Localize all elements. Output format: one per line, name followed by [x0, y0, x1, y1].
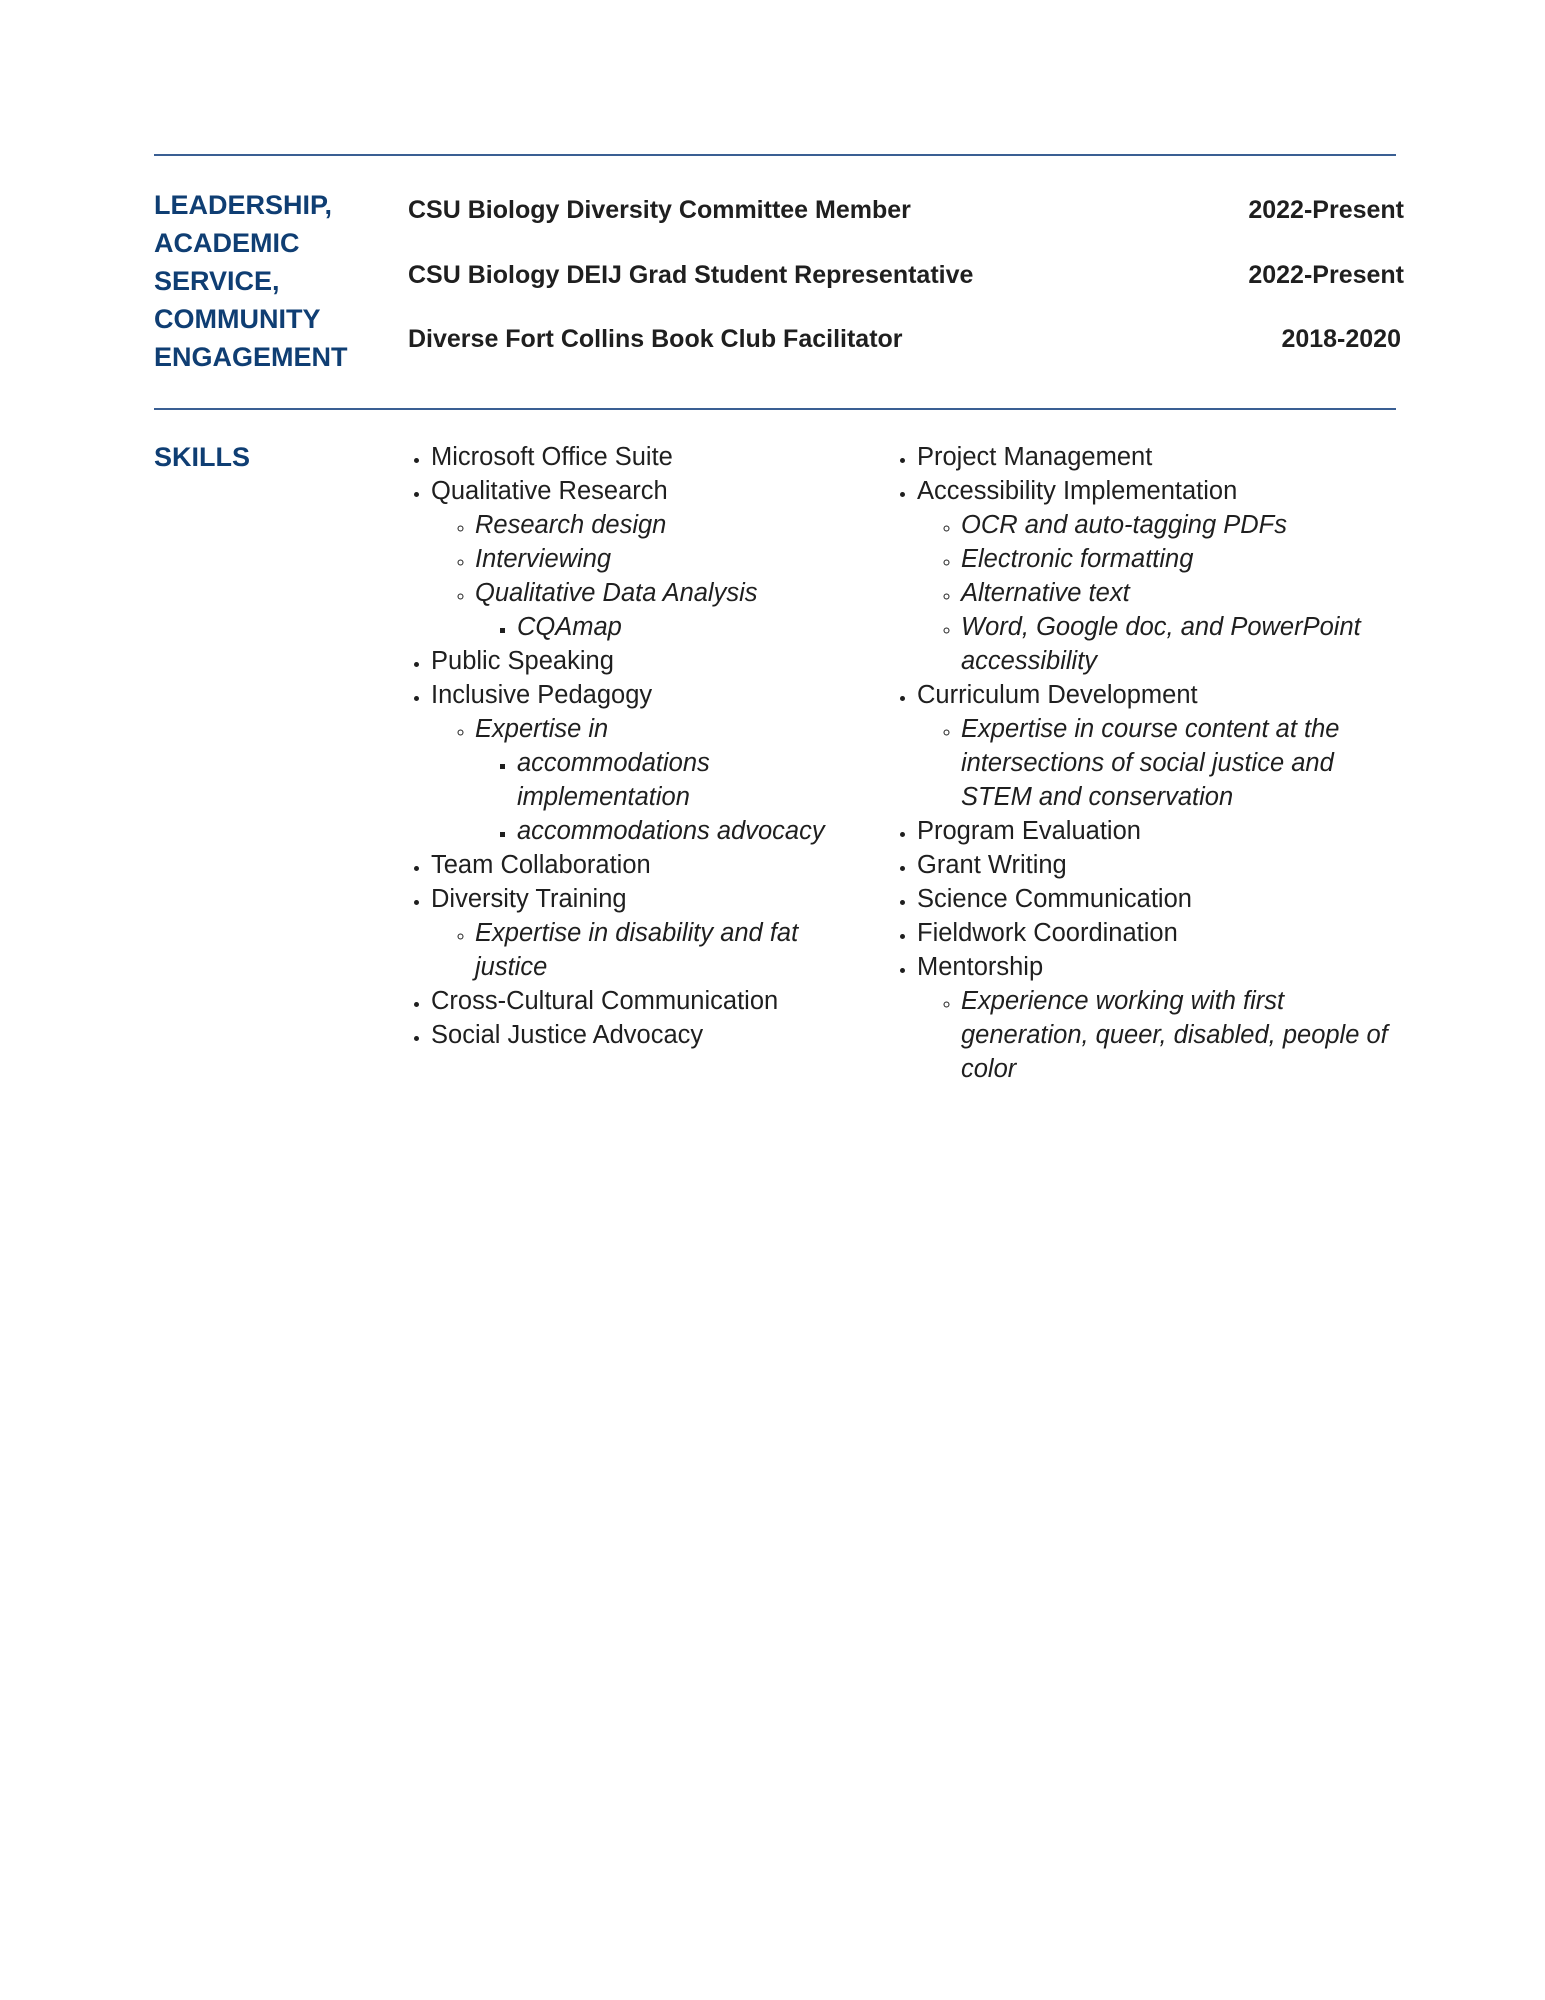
skill-item: • Qualitative Research ◦ Research design ◦ Interviewing ◦ Qualitative Data Analysis ▪ CQAmap — [431, 474, 857, 644]
skill-subitem: ◦ Expertise in ▪ accommodations implementation ▪ accommodations advocacy — [475, 712, 857, 848]
heading-line: ACADEMIC — [154, 228, 300, 258]
leadership-entry-date: 2022-Present — [1248, 196, 1404, 224]
section-divider-skills — [154, 408, 1396, 410]
skill-item: • Mentorship ◦ Experience working with first generation, queer, disabled, people of color — [917, 950, 1403, 1086]
skills-list-left — [407, 440, 857, 1052]
skill-item: • Accessibility Implementation ◦ OCR and auto-tagging PDFs ◦ Electronic formatting ◦ Alternative text ◦ Word, Google doc, and PowerPoint accessibility — [917, 474, 1403, 678]
leadership-entry-date: 2022-Present — [1248, 261, 1404, 289]
leadership-entry-date: 2018-2020 — [1281, 325, 1401, 353]
skill-item: • Project Management — [917, 440, 1403, 474]
skill-subitem: ◦ Expertise in disability and fat justice — [475, 916, 825, 984]
skill-subsubitem: ▪ CQAmap — [517, 610, 857, 644]
skill-subitem: ◦ Interviewing — [475, 542, 857, 576]
skills-section-heading: SKILLS — [154, 442, 251, 472]
section-divider-top — [154, 154, 1396, 156]
skill-subsubitem: ▪ accommodations implementation — [517, 746, 757, 814]
skill-item: • Social Justice Advocacy — [431, 1018, 857, 1052]
skill-item: • Science Communication — [917, 882, 1403, 916]
leadership-entry-title: CSU Biology DEIJ Grad Student Representative — [408, 261, 974, 289]
skill-item: • Public Speaking — [431, 644, 857, 678]
leadership-entry-title: CSU Biology Diversity Committee Member — [408, 196, 911, 224]
heading-line: LEADERSHIP, — [154, 190, 333, 220]
skill-subitem: ◦ Alternative text — [961, 576, 1403, 610]
skill-subitem: ◦ OCR and auto-tagging PDFs — [961, 508, 1403, 542]
skill-item: • Grant Writing — [917, 848, 1403, 882]
heading-line: SERVICE, — [154, 266, 280, 296]
leadership-section-heading — [154, 186, 384, 376]
skill-item: • Cross-Cultural Communication — [431, 984, 857, 1018]
skill-item: • Inclusive Pedagogy ◦ Expertise in ▪ accommodations implementation ▪ accommodations advocacy — [431, 678, 857, 848]
leadership-entry-title: Diverse Fort Collins Book Club Facilitator — [408, 325, 903, 353]
skill-subsubitem: ▪ accommodations advocacy — [517, 814, 757, 848]
skill-item: • Program Evaluation — [917, 814, 1403, 848]
skill-subitem: ◦ Expertise in course content at the intersections of social justice and STEM and conservation — [961, 712, 1381, 814]
skill-subitem: ◦ Word, Google doc, and PowerPoint accessibility — [961, 610, 1403, 678]
skills-list-right — [893, 440, 1403, 1086]
skill-subitem: ◦ Experience working with first generation, queer, disabled, people of color — [961, 984, 1401, 1086]
skill-subitem: ◦ Research design — [475, 508, 857, 542]
heading-line: COMMUNITY — [154, 304, 321, 334]
skill-subitem: ◦ Electronic formatting — [961, 542, 1403, 576]
skill-item: • Microsoft Office Suite — [431, 440, 857, 474]
skill-item: • Curriculum Development ◦ Expertise in course content at the intersections of social justice and STEM and conservation — [917, 678, 1403, 814]
skill-item: • Diversity Training ◦ Expertise in disability and fat justice — [431, 882, 857, 984]
skill-item: • Fieldwork Coordination — [917, 916, 1403, 950]
heading-line: ENGAGEMENT — [154, 342, 348, 372]
skill-subitem: ◦ Qualitative Data Analysis ▪ CQAmap — [475, 576, 857, 644]
skill-item: • Team Collaboration — [431, 848, 857, 882]
